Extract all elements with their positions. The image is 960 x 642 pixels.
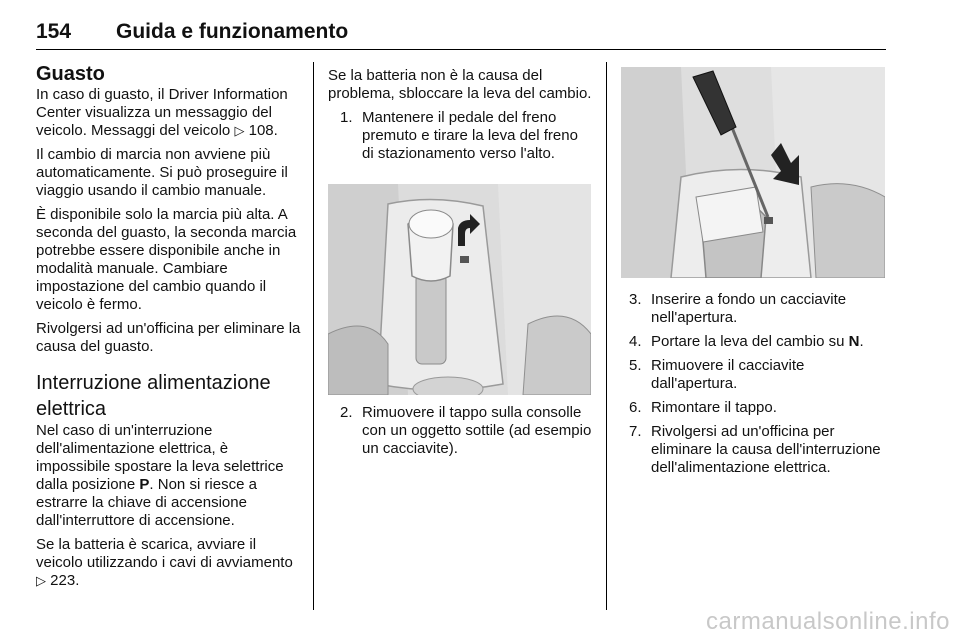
- paragraph-4: Rivolgersi ad un'officina per eliminare la causa del guasto.: [36, 320, 301, 355]
- paragraph-1: In caso di guasto, il Driver Information Center visualizza un messaggio del veicolo. Messaggi del veicolo ▷ 108.: [36, 86, 288, 139]
- heading-interruzione: Interruzione alimentazione elettrica: [36, 372, 271, 420]
- list-item: 6. Rimontare il tappo.: [629, 399, 777, 416]
- reference-arrow-icon: ▷: [234, 123, 245, 138]
- gear-lever-illustration: [328, 184, 591, 395]
- chapter-title: Guida e funzionamento: [116, 20, 349, 43]
- list-item: 3. Inserire a fondo un cacciavite nell'apertura.: [629, 291, 847, 326]
- intro-paragraph: Se la batteria non è la causa del problema, sbloccare la leva del cambio.: [328, 67, 592, 102]
- column-1: [36, 62, 302, 596]
- paragraph-5: Nel caso di un'interruzione dell'alimentazione elettrica, è impossibile spostare la leva selettrice dalla posizione P. Non si riesce a estrarre la chiave di accensione dall'interruttore di accensione.: [36, 422, 284, 529]
- header-divider: [36, 49, 886, 50]
- paragraph-3: È disponibile solo la marcia più alta. A seconda del guasto, la seconda marcia potrebbe essere disponibile anche in modalità manuale. Cambiare impostazione del cambio quando il veicolo è fermo.: [36, 206, 297, 313]
- column-2-lower: [328, 404, 592, 464]
- column-divider-1: [313, 62, 314, 610]
- heading-guasto: Guasto: [36, 63, 105, 85]
- column-3: [621, 291, 889, 483]
- page-reference: 223.: [50, 572, 80, 589]
- watermark: carmanualsonline.info: [706, 608, 950, 635]
- steps-list-b: [340, 404, 592, 458]
- column-2: [328, 67, 592, 169]
- list-item: 1. Mantenere il pedale del freno premuto e tirare la leva del freno di stazionamento verso l'alto.: [340, 109, 578, 162]
- steps-list-a: [340, 109, 592, 163]
- steps-list-c: [629, 291, 889, 477]
- page-reference: 108.: [248, 122, 278, 139]
- screwdriver-illustration: [621, 67, 885, 278]
- list-item: 7. Rivolgersi ad un'officina per eliminare la causa dell'interruzione dell'alimentazione elettrica.: [629, 423, 881, 476]
- list-item: 2. Rimuovere il tappo sulla consolle con un oggetto sottile (ad esempio un cacciavite).: [340, 404, 592, 457]
- illustration-gear-lever: [328, 184, 591, 395]
- paragraph-2: Il cambio di marcia non avviene più automaticamente. Si può proseguire il viaggio usando il cambio manuale.: [36, 146, 288, 199]
- column-divider-2: [606, 62, 607, 610]
- reference-arrow-icon: ▷: [36, 573, 46, 588]
- paragraph-6: Se la batteria è scarica, avviare il veicolo utilizzando i cavi di avviamento ▷ 223.: [36, 536, 293, 589]
- list-item: 5. Rimuovere il cacciavite dall'apertura.: [629, 357, 805, 392]
- page-number: 154: [36, 20, 72, 43]
- illustration-screwdriver: [621, 67, 885, 278]
- page-header: [36, 20, 886, 52]
- list-item: 4. Portare la leva del cambio su N.: [629, 333, 864, 350]
